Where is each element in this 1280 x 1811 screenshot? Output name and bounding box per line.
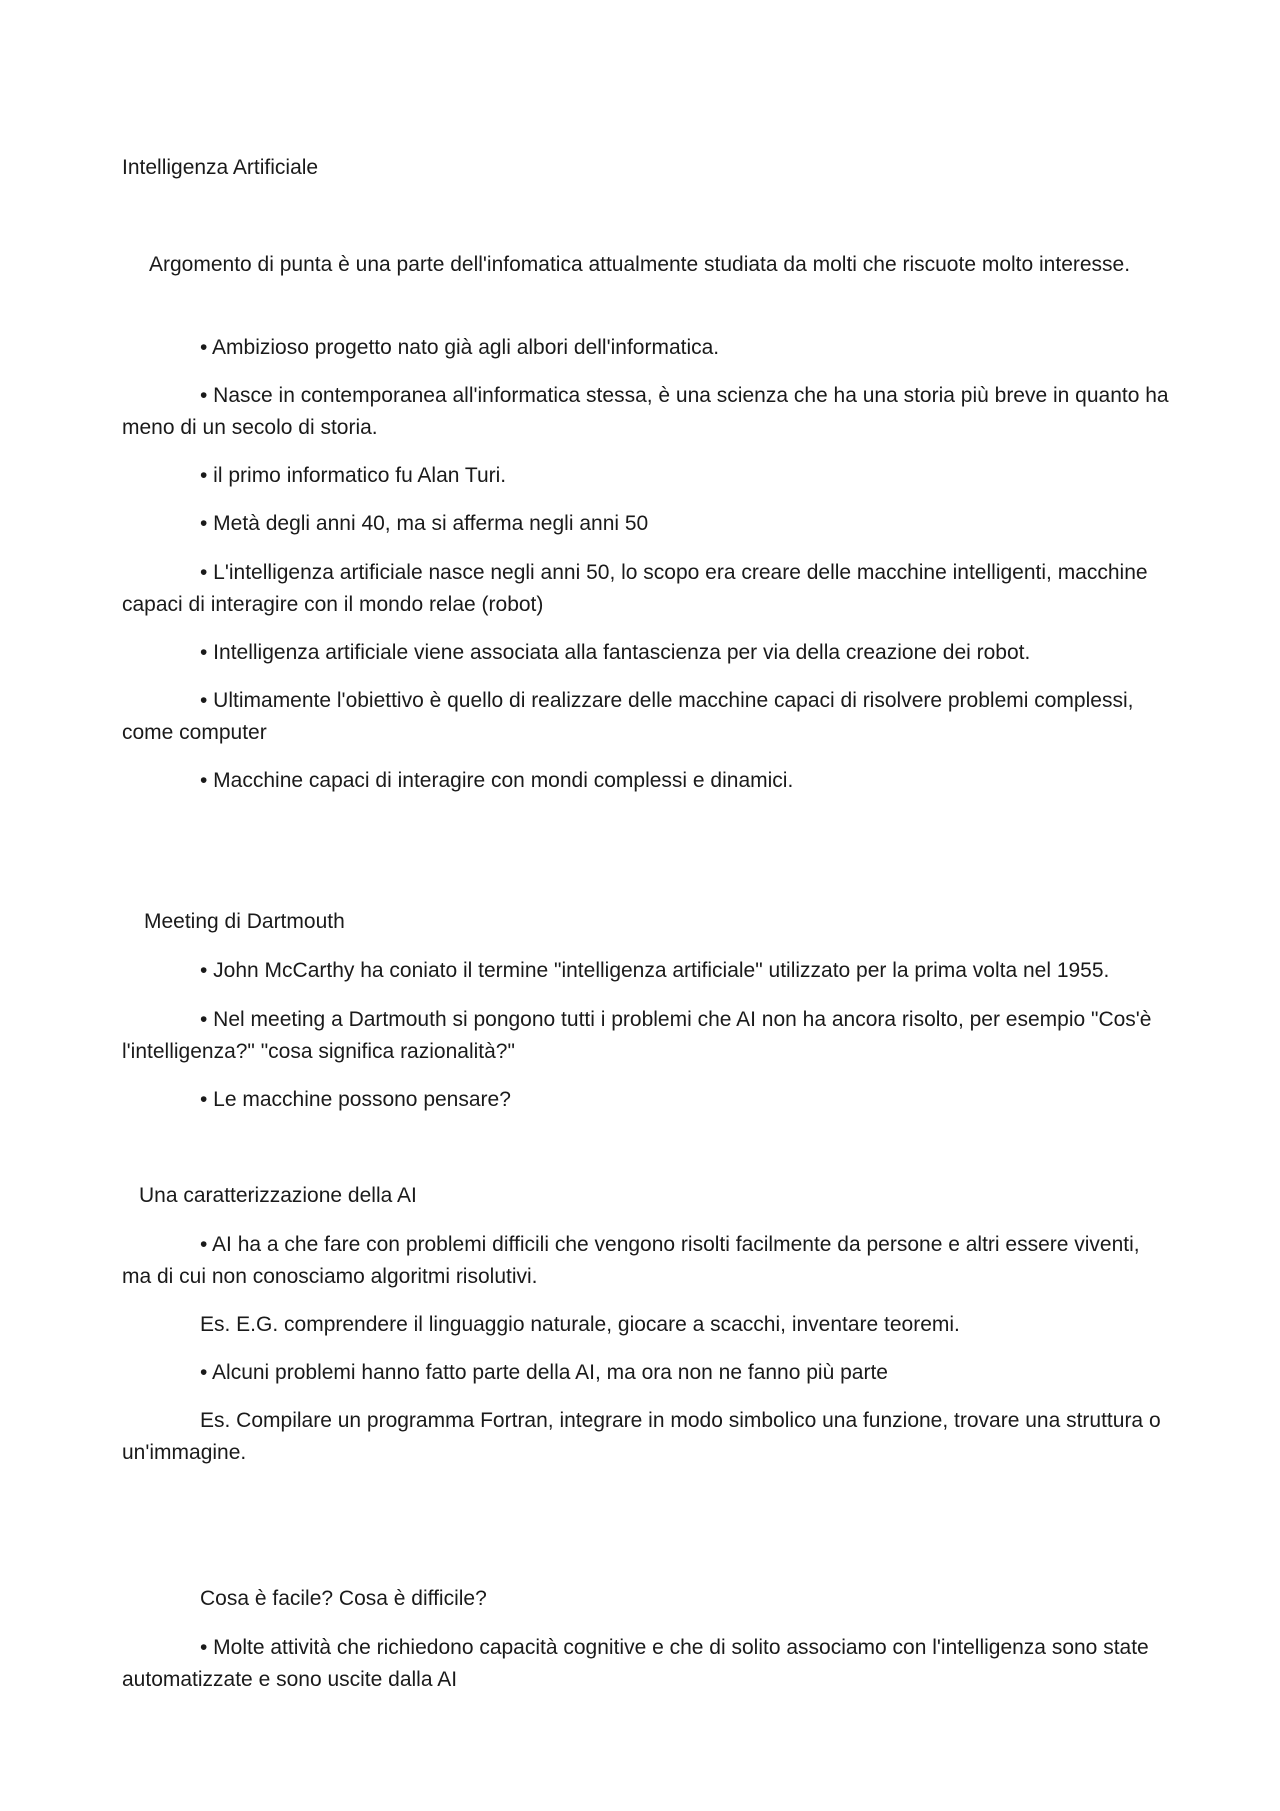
caratterizzazione-example: Es. E.G. comprendere il linguaggio naturale, giocare a scacchi, inventare teoremi. — [200, 1313, 960, 1336]
intro-paragraph: Argomento di punta è una parte dell'infomatica attualmente studiata da molti che riscuote molto interesse. — [149, 253, 1131, 276]
intro-bullet: • il primo informatico fu Alan Turi. — [200, 464, 507, 487]
caratterizzazione-example: Es. Compilare un programma Fortran, integrare in modo simbolico una funzione, trovare una struttura o un'immagine. — [122, 1409, 1161, 1464]
section-heading-caratterizzazione: Una caratterizzazione della AI — [139, 1184, 417, 1207]
intro-bullet: • Nasce in contemporanea all'informatica stessa, è una scienza che ha una storia più breve in quanto ha meno di un secolo di storia. — [122, 384, 1169, 439]
facile-bullet: • Molte attività che richiedono capacità cognitive e che di solito associamo con l'intelligenza sono state automatizzate e sono uscite dalla AI — [122, 1636, 1149, 1691]
dartmouth-bullet: • John McCarthy ha coniato il termine "intelligenza artificiale" utilizzato per la prima volta nel 1955. — [200, 959, 1110, 982]
dartmouth-bullet: • Le macchine possono pensare? — [200, 1088, 511, 1111]
section-heading-dartmouth: Meeting di Dartmouth — [144, 910, 345, 933]
section-heading-facile: Cosa è facile? Cosa è difficile? — [200, 1587, 487, 1610]
intro-bullet: • Ambizioso progetto nato già agli albori dell'informatica. — [200, 336, 720, 359]
document-title: Intelligenza Artificiale — [122, 156, 319, 179]
intro-bullet: • Macchine capaci di interagire con mondi complessi e dinamici. — [200, 769, 794, 792]
intro-bullet: • Ultimamente l'obiettivo è quello di realizzare delle macchine capaci di risolvere problemi complessi, come computer — [122, 689, 1134, 744]
caratterizzazione-bullet: • Alcuni problemi hanno fatto parte della AI, ma ora non ne fanno più parte — [200, 1361, 888, 1384]
dartmouth-bullet: • Nel meeting a Dartmouth si pongono tutti i problemi che AI non ha ancora risolto, per esempio "Cos'è l'intelligenza?" "cosa significa razionalità?" — [122, 1008, 1152, 1063]
caratterizzazione-bullet: • AI ha a che fare con problemi difficili che vengono risolti facilmente da persone e altri essere viventi, ma di cui non conosciamo algoritmi risolutivi. — [122, 1233, 1140, 1288]
intro-bullet: • L'intelligenza artificiale nasce negli anni 50, lo scopo era creare delle macchine intelligenti, macchine capaci di interagire con il mondo relae (robot) — [122, 561, 1148, 616]
intro-bullet: • Intelligenza artificiale viene associata alla fantascienza per via della creazione dei robot. — [200, 641, 1031, 664]
intro-bullet: • Metà degli anni 40, ma si afferma negli anni 50 — [200, 512, 649, 535]
